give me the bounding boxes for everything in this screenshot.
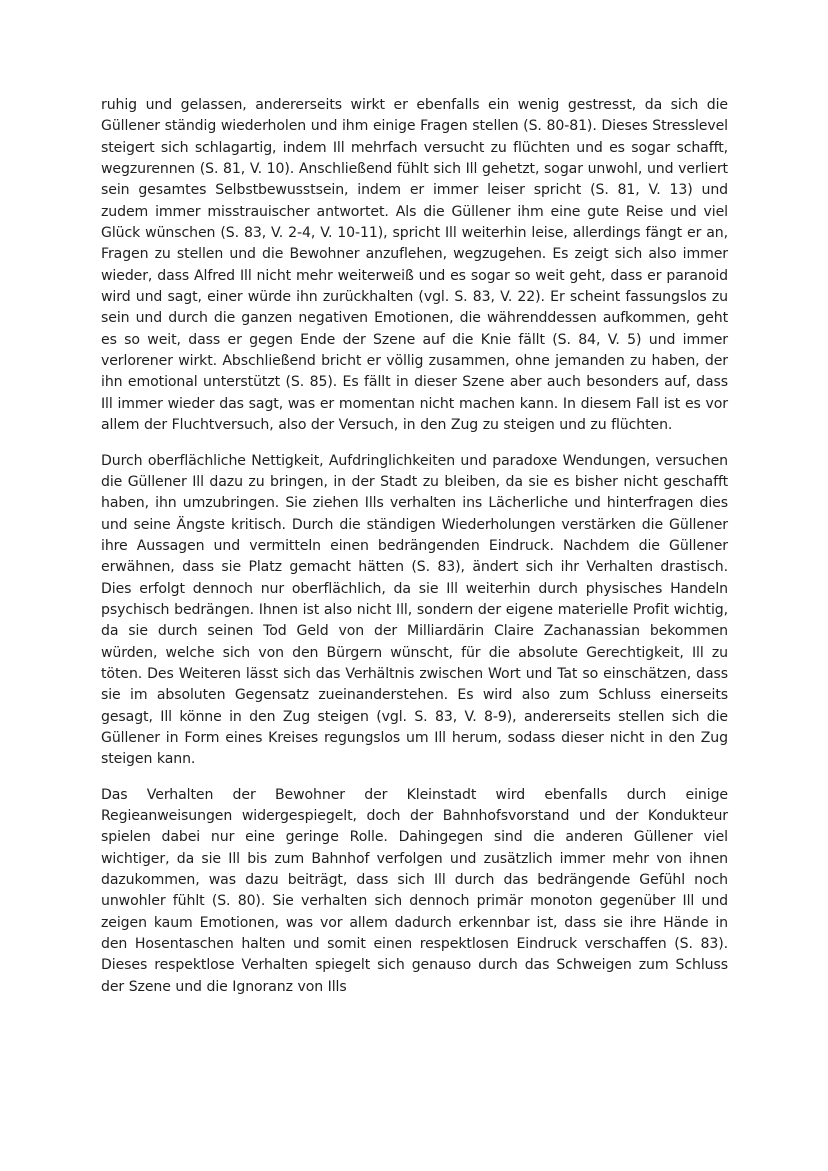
- paragraph-1: ruhig und gelassen, andererseits wirkt er ebenfalls ein wenig gestresst, da sich die Güllener ständig wiederholen und ihm einige Fragen stellen (S. 80-81). Dieses Stresslevel steigert sich schlagartig, indem Ill mehrfach versucht zu flüchten und es sogar schafft, wegzurennen (S. 81, V. 10). Anschließend fühlt sich Ill gehetzt, sogar unwohl, und verliert sein gesamtes Selbstbewusstsein, indem er immer leiser spricht (S. 81, V. 13) und zudem immer misstrauischer antwortet. Als die Güllener ihm eine gute Reise und viel Glück wünschen (S. 83, V. 2-4, V. 10-11), spricht Ill weiterhin leise, allerdings fängt er an, Fragen zu stellen und die Bewohner anzuflehen, wegzugehen. Es zeigt sich also immer wieder, dass Alfred Ill nicht mehr weiterweiß und es sogar so weit geht, dass er paranoid wird und sagt, einer würde ihn zurückhalten (vgl. S. 83, V. 22). Er scheint fassungslos zu sein und durch die ganzen negativen Emotionen, die währenddessen aufkommen, geht es so weit, dass er gegen Ende der Szene auf die Knie fällt (S. 84, V. 5) und immer verlorener wirkt. Abschließend bricht er völlig zusammen, ohne jemanden zu haben, der ihn emotional unterstützt (S. 85). Es fällt in dieser Szene aber auch besonders auf, dass Ill immer wieder das sagt, was er momentan nicht machen kann. In diesem Fall ist es vor allem der Fluchtversuch, also der Versuch, in den Zug zu steigen und zu flüchten.: [101, 97, 728, 434]
- paragraph-2: Durch oberflächliche Nettigkeit, Aufdringlichkeiten und paradoxe Wendungen, versuchen die Güllener Ill dazu zu bringen, in der Stadt zu bleiben, da sie es bisher nicht geschafft haben, ihn umzubringen. Sie ziehen Ills verhalten ins Lächerliche und hinterfragen dies und seine Ängste kritisch. Durch die ständigen Wiederholungen verstärken die Güllener ihre Aussagen und vermitteln einen bedrängenden Eindruck. Nachdem die Güllener erwähnen, dass sie Platz gemacht hätten (S. 83), ändert sich ihr Verhalten drastisch. Dies erfolgt dennoch nur oberflächlich, da sie Ill weiterhin durch physisches Handeln psychisch bedrängen. Ihnen ist also nicht Ill, sondern der eigene materielle Profit wichtig, da sie durch seinen Tod Geld von der Milliardärin Claire Zachanassian bekommen würden, welche sich von den Bürgern wünscht, für die absolute Gerechtigkeit, Ill zu töten. Des Weiteren lässt sich das Verhältnis zwischen Wort und Tat so einschätzen, dass sie im absoluten Gegensatz zueinanderstehen. Es wird also zum Schluss einerseits gesagt, Ill könne in den Zug steigen (vgl. S. 83, V. 8-9), andererseits stellen sich die Güllener in Form eines Kreises regungslos um Ill herum, sodass dieser nicht in den Zug steigen kann.: [101, 452, 728, 768]
- paragraph-3: Das Verhalten der Bewohner der Kleinstadt wird ebenfalls durch einige Regieanweisungen widergespiegelt, doch der Bahnhofsvorstand und der Kondukteur spielen dabei nur eine geringe Rolle. Dahingegen sind die anderen Güllener viel wichtiger, da sie Ill bis zum Bahnhof verfolgen und zusätzlich immer mehr von ihnen dazukommen, was dazu beiträgt, dass sich Ill durch das bedrängende Gefühl noch unwohler fühlt (S. 80). Sie verhalten sich dennoch primär monoton gegenüber Ill und zeigen kaum Emotionen, was vor allem dadurch erkennbar ist, dass sie ihre Hände in den Hosentaschen halten und somit einen respektlosen Eindruck verschaffen (S. 83). Dieses respektlose Verhalten spiegelt sich genauso durch das Schweigen zum Schluss der Szene und die Ignoranz von Ills: [101, 786, 728, 995]
